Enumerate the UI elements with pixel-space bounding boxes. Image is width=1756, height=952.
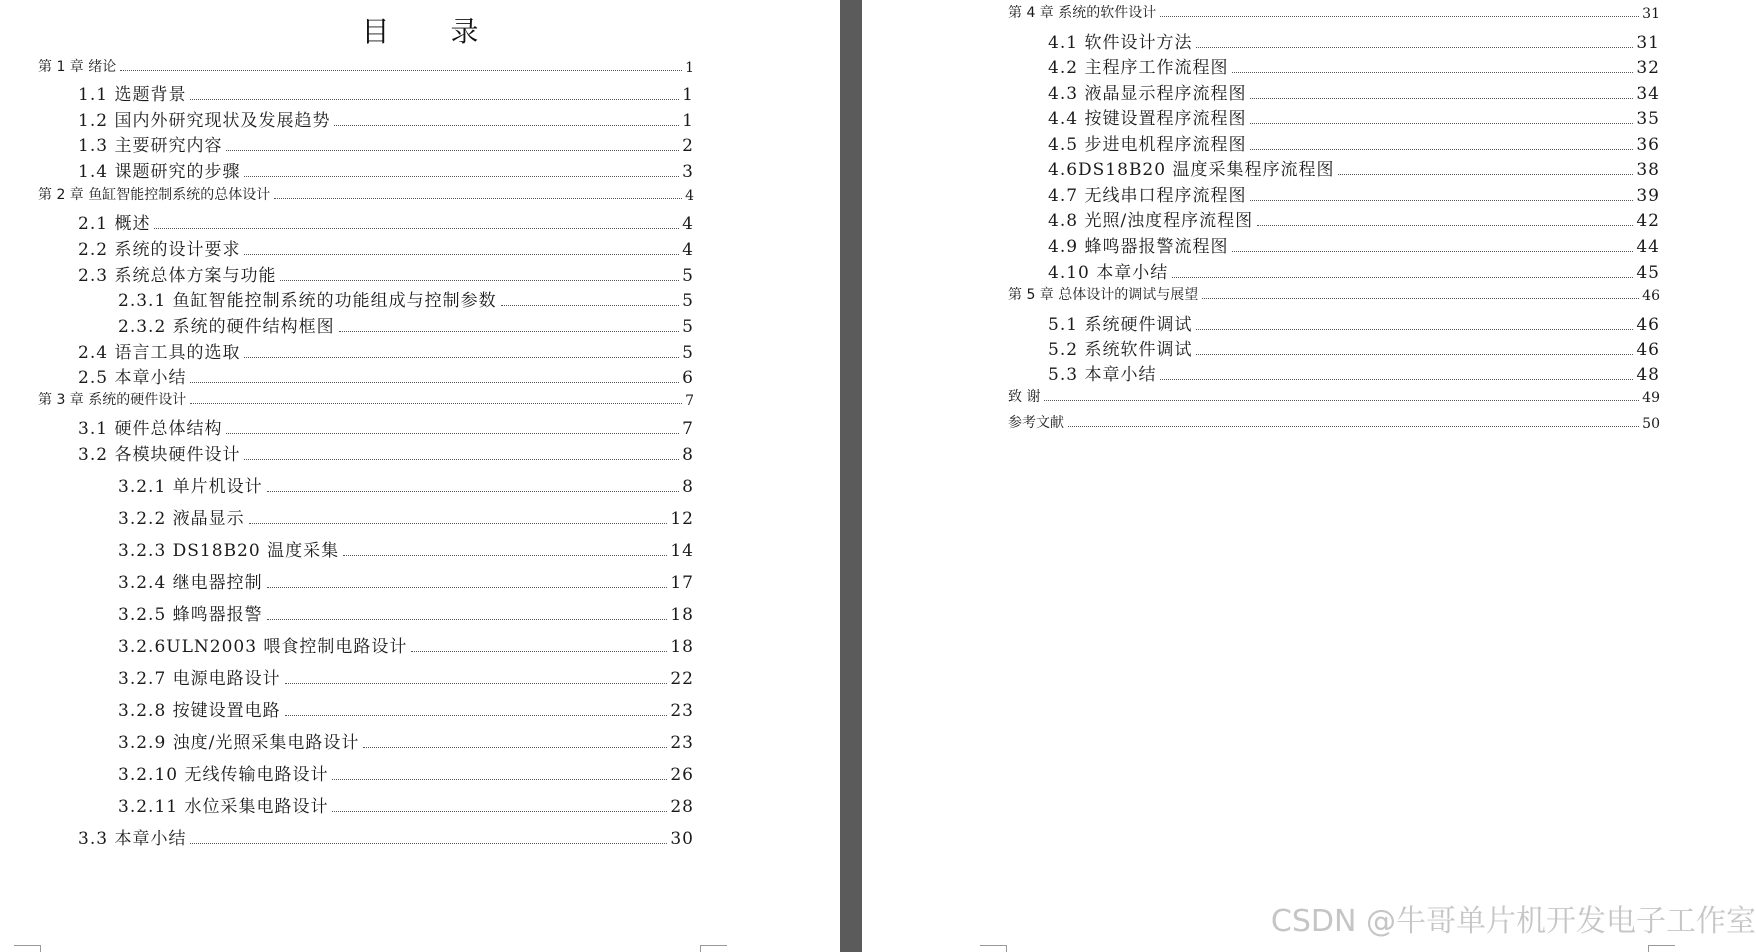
toc-page-number: 4 [682,240,694,260]
toc-entry[interactable] [1048,104,1660,129]
dot-leader [1160,15,1639,17]
toc-page-number: 46 [1636,340,1660,360]
dot-leader [267,490,680,492]
toc-page-number: 6 [682,368,694,388]
dot-leader [267,586,668,588]
toc-page-number: 2 [682,136,694,156]
toc-entry-title: 3.2.6ULN2003 喂食控制电路设计 [118,637,408,657]
toc-entry[interactable] [78,131,694,156]
toc-entry-title: 第 3 章 系统的硬件设计 [38,392,187,408]
toc-entry[interactable] [1008,284,1660,304]
dot-leader [332,810,667,812]
toc-entry-title: 5.3 本章小结 [1048,365,1157,385]
page-corner-mark [1648,945,1675,952]
toc-entry[interactable] [38,389,694,409]
toc-entry[interactable] [1048,360,1660,385]
dot-leader [244,458,679,460]
toc-page-number: 5 [682,317,694,337]
toc-entry[interactable] [78,157,694,182]
dot-leader [1160,378,1633,380]
toc-entry[interactable] [1048,258,1660,283]
toc-entry-title: 3.2.1 单片机设计 [118,477,263,497]
page-gap [840,0,862,952]
toc-page-number: 5 [682,343,694,363]
toc-page-left [0,0,840,952]
dot-leader [190,402,682,404]
toc-page-number: 17 [670,573,694,593]
toc-entry[interactable] [1048,310,1660,335]
dot-leader [1232,71,1633,73]
dot-leader [501,304,680,306]
toc-entry-title: 3.2.4 继电器控制 [118,573,263,593]
toc-page-number: 26 [670,765,694,785]
toc-entry-title: 4.10 本章小结 [1048,263,1169,283]
dot-leader [334,124,679,126]
dot-leader [1338,173,1633,175]
toc-title: 目 录 [361,15,505,48]
dot-leader [244,175,679,177]
watermark: CSDN @牛哥单片机开发电子工作室 [1270,904,1756,939]
toc-entry-title: 1.1 选题背景 [78,85,187,105]
toc-entry-title: 4.7 无线串口程序流程图 [1048,186,1247,206]
toc-page-number: 49 [1642,390,1660,406]
toc-entry-title: 2.3.1 鱼缸智能控制系统的功能组成与控制参数 [118,291,497,311]
toc-page-number: 50 [1642,416,1660,432]
toc-entry-title: 3.2.5 蜂鸣器报警 [118,605,263,625]
toc-page-number: 31 [1636,33,1660,53]
toc-page-number: 8 [682,445,694,465]
toc-page-number: 35 [1636,109,1660,129]
toc-page-number: 42 [1636,211,1660,231]
toc-entry[interactable] [1048,79,1660,104]
toc-entry-title: 致 谢 [1008,389,1041,405]
toc-page-number: 34 [1636,84,1660,104]
toc-entry-title: 1.2 国内外研究现状及发展趋势 [78,111,331,131]
toc-entry-title: 2.3 系统总体方案与功能 [78,266,277,286]
toc-entry-title: 3.2.2 液晶显示 [118,509,245,529]
toc-entry-title: 1.4 课题研究的步骤 [78,162,241,182]
toc-entry-title: 4.8 光照/浊度程序流程图 [1048,211,1254,231]
toc-entry[interactable] [1048,335,1660,360]
toc-page-number: 4 [682,214,694,234]
toc-page-number: 12 [670,509,694,529]
page-corner-mark [700,945,727,952]
dot-leader [363,746,667,748]
toc-entry[interactable] [78,363,694,388]
toc-page-number: 32 [1636,58,1660,78]
toc-page-number: 45 [1636,263,1660,283]
toc-page-number: 1 [682,85,694,105]
toc-entry[interactable] [1048,232,1660,257]
toc-entry[interactable] [1008,412,1660,432]
toc-entry-title: 2.3.2 系统的硬件结构框图 [118,317,335,337]
toc-entry-title: 1.3 主要研究内容 [78,136,223,156]
toc-entry-title: 5.2 系统软件调试 [1048,340,1193,360]
toc-entry-title: 第 5 章 总体设计的调试与展望 [1008,287,1199,303]
toc-entry-title: 2.4 语言工具的选取 [78,343,241,363]
toc-entry[interactable] [1048,53,1660,78]
toc-entry[interactable] [78,338,694,363]
toc-entry-title: 4.1 软件设计方法 [1048,33,1193,53]
toc-entry[interactable] [1008,2,1660,22]
toc-entry-title: 4.5 步进电机程序流程图 [1048,135,1247,155]
toc-entry[interactable] [1048,206,1660,231]
toc-page-number: 18 [670,605,694,625]
toc-entry[interactable] [1048,130,1660,155]
toc-page-number: 7 [685,393,694,409]
toc-entry[interactable] [1048,181,1660,206]
toc-page-number: 23 [670,701,694,721]
toc-entry[interactable] [118,632,694,657]
dot-leader [190,98,679,100]
dot-leader [1250,122,1633,124]
toc-page-number: 7 [682,419,694,439]
dot-leader [1172,276,1633,278]
toc-page-number: 36 [1636,135,1660,155]
toc-entry[interactable] [1048,28,1660,53]
toc-entry[interactable] [1008,386,1660,406]
dot-leader [1257,224,1633,226]
toc-page-number: 8 [682,477,694,497]
toc-entry-title: 3.2.11 水位采集电路设计 [118,797,329,817]
dot-leader [1202,297,1639,299]
dot-leader [226,432,679,434]
dot-leader [339,330,680,332]
toc-page-number: 48 [1636,365,1660,385]
toc-page-number: 38 [1636,160,1660,180]
toc-entry[interactable] [118,504,694,529]
dot-leader [190,381,679,383]
toc-page-number: 14 [670,541,694,561]
toc-entry[interactable] [38,184,694,204]
toc-entry[interactable] [78,414,694,439]
toc-entry[interactable] [118,728,694,753]
toc-entry[interactable] [78,824,694,849]
toc-page-number: 3 [682,162,694,182]
page-corner-mark [14,945,41,952]
toc-entry[interactable] [78,235,694,260]
dot-leader [267,618,668,620]
toc-entry-title: 第 2 章 鱼缸智能控制系统的总体设计 [38,187,271,203]
toc-entry[interactable] [38,56,694,76]
dot-leader [1196,328,1633,330]
toc-page-number: 5 [682,291,694,311]
toc-entry[interactable] [118,760,694,785]
toc-entry-title: 4.6DS18B20 温度采集程序流程图 [1048,160,1335,180]
toc-entry-title: 3.2.10 无线传输电路设计 [118,765,329,785]
toc-entry-title: 3.1 硬件总体结构 [78,419,223,439]
toc-entry[interactable] [118,536,694,561]
toc-entry[interactable] [118,312,694,337]
dot-leader [285,682,668,684]
toc-entry-title: 3.2.3 DS18B20 温度采集 [118,541,340,561]
dot-leader [411,650,667,652]
dot-leader [244,253,679,255]
toc-entry[interactable] [78,106,694,131]
toc-entry-title: 4.3 液晶显示程序流程图 [1048,84,1247,104]
toc-page-number: 46 [1636,315,1660,335]
dot-leader [280,279,679,281]
toc-entry[interactable] [118,568,694,593]
toc-page-number: 30 [670,829,694,849]
toc-entry-title: 参考文献 [1008,415,1064,431]
dot-leader [244,356,679,358]
toc-entry-title: 2.5 本章小结 [78,368,187,388]
dot-leader [226,149,679,151]
toc-page-number: 1 [685,60,694,76]
toc-entry-title: 3.2.9 浊度/光照采集电路设计 [118,733,360,753]
page-corner-mark [980,945,1007,952]
toc-entry-title: 2.2 系统的设计要求 [78,240,241,260]
dot-leader [1250,199,1633,201]
toc-entry-title: 5.1 系统硬件调试 [1048,315,1193,335]
toc-page-number: 46 [1642,288,1660,304]
dot-leader [190,842,667,844]
toc-entry[interactable] [1048,155,1660,180]
dot-leader [1068,425,1639,427]
dot-leader [249,522,668,524]
toc-entry-title: 3.2.7 电源电路设计 [118,669,281,689]
toc-entry-title: 4.4 按键设置程序流程图 [1048,109,1247,129]
toc-page-number: 22 [670,669,694,689]
toc-page-number: 4 [685,188,694,204]
dot-leader [120,69,682,71]
toc-entry-title: 4.2 主程序工作流程图 [1048,58,1229,78]
toc-page-number: 1 [682,111,694,131]
toc-entry[interactable] [78,209,694,234]
toc-page-number: 28 [670,797,694,817]
dot-leader [274,197,682,199]
toc-page-number: 5 [682,266,694,286]
dot-leader [343,554,667,556]
toc-entry-title: 3.2.8 按键设置电路 [118,701,281,721]
toc-page-number: 31 [1642,6,1660,22]
toc-page-number: 23 [670,733,694,753]
toc-page-right [862,0,1756,952]
toc-entry-title: 4.9 蜂鸣器报警流程图 [1048,237,1229,257]
dot-leader [1196,353,1633,355]
toc-entry-title: 2.1 概述 [78,214,151,234]
toc-entry[interactable] [78,440,694,465]
toc-page-number: 39 [1636,186,1660,206]
toc-entry[interactable] [78,80,694,105]
toc-entry[interactable] [78,261,694,286]
toc-page-number: 44 [1636,237,1660,257]
dot-leader [154,227,679,229]
dot-leader [1196,46,1633,48]
toc-entry-title: 第 4 章 系统的软件设计 [1008,5,1157,21]
toc-entry[interactable] [118,472,694,497]
toc-entry-title: 第 1 章 绪论 [38,59,117,75]
dot-leader [1044,399,1639,401]
toc-entry[interactable] [118,664,694,689]
toc-entry[interactable] [118,792,694,817]
dot-leader [1250,148,1633,150]
toc-entry[interactable] [118,286,694,311]
dot-leader [1250,97,1633,99]
dot-leader [332,778,667,780]
toc-entry-title: 3.2 各模块硬件设计 [78,445,241,465]
toc-entry[interactable] [118,696,694,721]
toc-entry[interactable] [118,600,694,625]
toc-page-number: 18 [670,637,694,657]
dot-leader [285,714,668,716]
dot-leader [1232,250,1633,252]
toc-entry-title: 3.3 本章小结 [78,829,187,849]
